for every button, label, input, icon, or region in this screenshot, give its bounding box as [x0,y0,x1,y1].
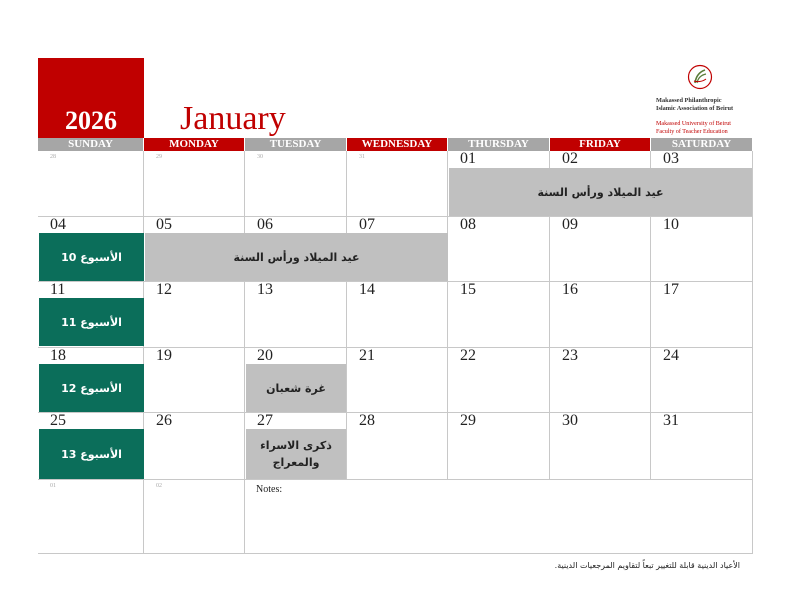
date-number: 17 [663,281,679,298]
date-number: 02 [562,150,578,167]
date-number: 03 [663,150,679,167]
day-cell [550,217,651,282]
event-christmas-new-year: عيد الميلاد ورأس السنة [145,233,448,281]
weekday-header-saturday: SATURDAY [651,138,753,151]
day-cell [144,413,245,480]
date-number: 29 [460,412,476,429]
day-cell [144,348,245,413]
org-name-line1: Makassed Philanthropic [656,97,722,104]
adjacent-month-date: 29 [156,154,162,160]
day-cell [448,282,550,348]
day-cell [347,151,448,217]
org-name [656,97,733,113]
date-number: 14 [359,281,375,298]
date-number: 20 [257,347,273,364]
university-name [656,120,731,136]
month-title: January [180,100,286,137]
event-week-11: الأسبوع 11 [39,298,144,346]
date-number: 22 [460,347,476,364]
date-number: 28 [359,412,375,429]
day-cell [651,413,753,480]
day-cell [347,282,448,348]
date-number: 05 [156,216,172,233]
day-cell [347,348,448,413]
date-number: 04 [50,216,66,233]
weekday-header-sunday: SUNDAY [38,138,144,151]
date-number: 21 [359,347,375,364]
weekday-header-tuesday: TUESDAY [245,138,347,151]
weekday-header-monday: MONDAY [144,138,245,151]
date-number: 11 [50,281,66,298]
day-cell [38,480,144,554]
day-cell [651,282,753,348]
weekday-header-wednesday: WEDNESDAY [347,138,448,151]
date-number: 26 [156,412,172,429]
day-cell [550,413,651,480]
date-number: 08 [460,216,476,233]
day-cell [144,480,245,554]
date-number: 31 [663,412,679,429]
university-name-line1: Makassed University of Beirut [656,121,731,127]
day-cell [245,282,347,348]
adjacent-month-date: 28 [50,154,56,160]
date-number: 10 [663,216,679,233]
weekday-header-friday: FRIDAY [550,138,651,151]
day-cell [448,413,550,480]
event-week-12: الأسبوع 12 [39,364,144,412]
date-number: 01 [460,150,476,167]
date-number: 27 [257,412,273,429]
day-cell [144,151,245,217]
footer-note: الأعياد الدينية قابلة للتغيير تبعاً لتقاويم المرجعيات الدينية. [554,561,740,570]
adjacent-month-date: 31 [359,154,365,160]
date-number: 30 [562,412,578,429]
event-week-10: الأسبوع 10 [39,233,144,281]
date-number: 25 [50,412,66,429]
date-number: 06 [257,216,273,233]
date-number: 15 [460,281,476,298]
day-cell [448,217,550,282]
date-number: 13 [257,281,273,298]
event-christmas-new-year: عيد الميلاد ورأس السنة [449,168,752,216]
date-number: 24 [663,347,679,364]
day-cell [550,348,651,413]
day-cell [550,282,651,348]
date-number: 12 [156,281,172,298]
date-number: 18 [50,347,66,364]
institution-logo [650,64,765,144]
adjacent-month-date: 02 [156,483,162,489]
day-cell [144,282,245,348]
year-label: 2026 [38,58,144,138]
day-cell [448,348,550,413]
event-isra-miraj: ذكرى الاسراء والمعراج [246,429,346,479]
day-cell [245,151,347,217]
adjacent-month-date: 01 [50,483,56,489]
date-number: 07 [359,216,375,233]
notes-area[interactable] [245,480,753,554]
emblem-icon [687,64,713,90]
date-number: 23 [562,347,578,364]
event-week-13: الأسبوع 13 [39,429,144,479]
event-shaban: غرة شعبان [246,364,346,412]
university-name-line2: Faculty of Teacher Education [656,129,728,135]
weekday-header-thursday: THURSDAY [448,138,550,151]
org-name-line2: Islamic Association of Beirut [656,105,734,112]
day-cell [347,413,448,480]
notes-label: Notes: [256,484,283,495]
day-cell [38,151,144,217]
day-cell [651,348,753,413]
date-number: 16 [562,281,578,298]
day-cell [651,217,753,282]
date-number: 19 [156,347,172,364]
date-number: 09 [562,216,578,233]
adjacent-month-date: 30 [257,154,263,160]
